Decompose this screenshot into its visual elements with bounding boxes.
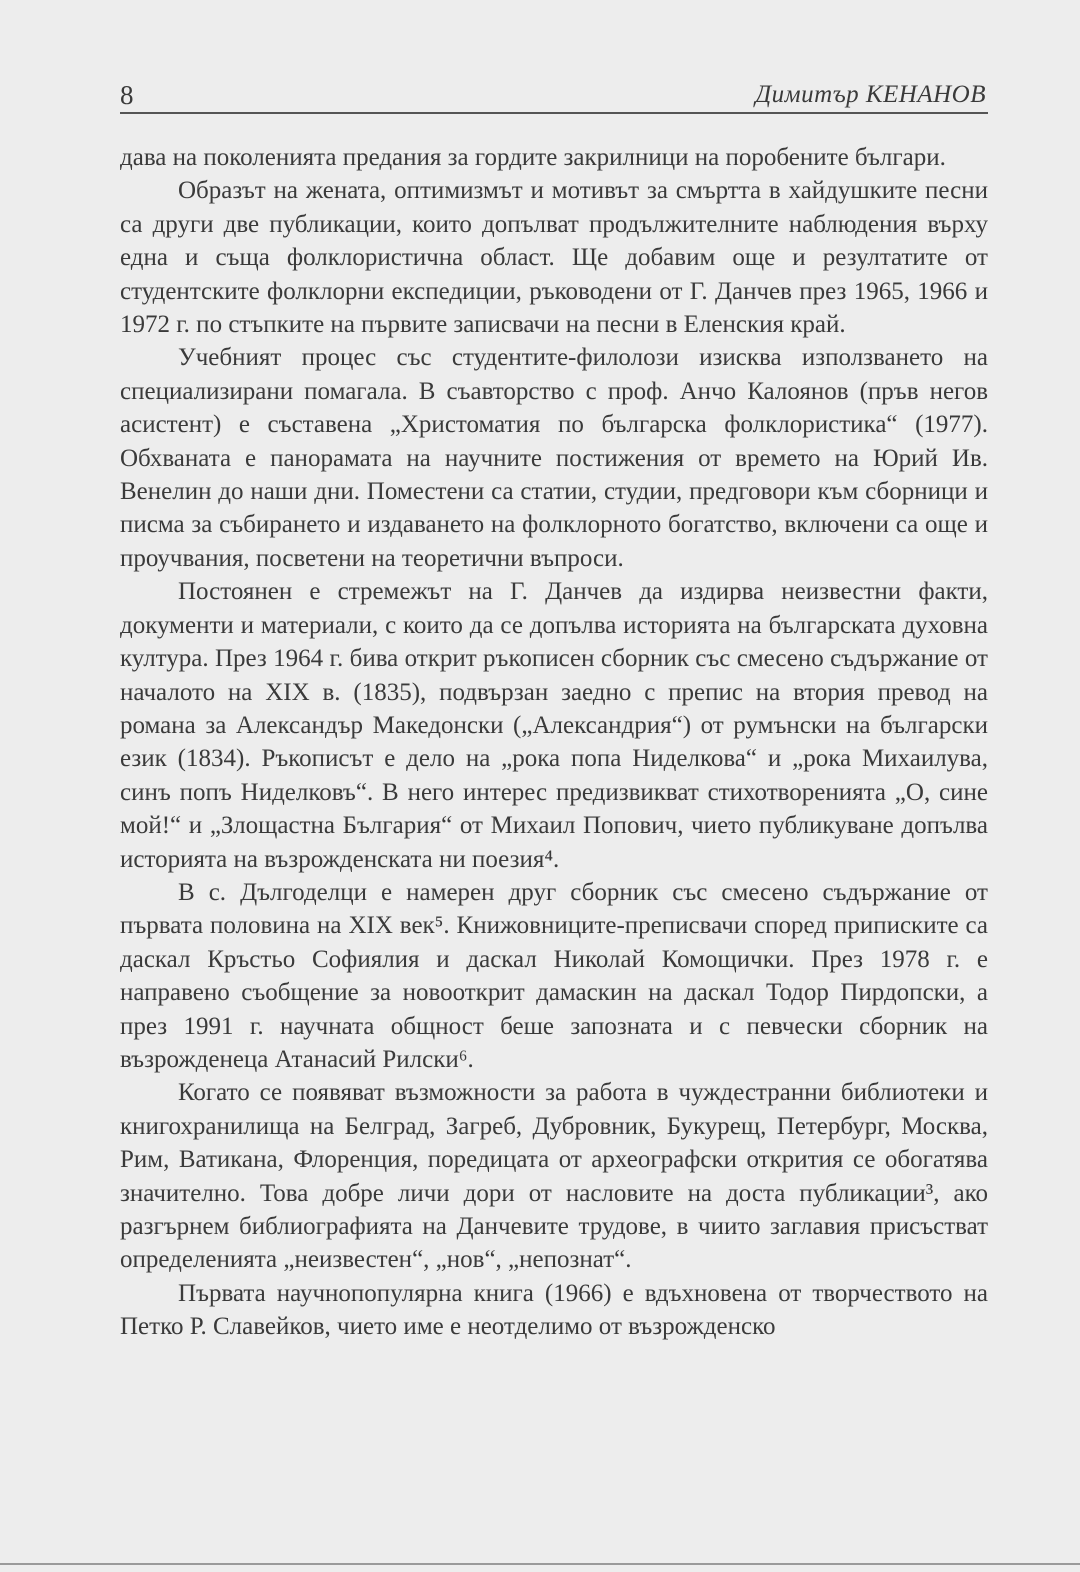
page-number: 8 <box>120 80 134 110</box>
page-header <box>120 78 988 114</box>
paragraph: В с. Дългоделци е намерен друг сборник със смесено съдържание от първата половина на XIX век⁵. Книжовниците-преписвачи според приписките са даскал Кръстьо Софиялия и даскал Николай Комощички. През 1978 г. е направено съобщение за новооткрит дамаскин на даскал Тодор Пирдопски, а през 1991 г. научната общност беше запозната и с певчески сборник на възрожденеца Атанасий Рилски⁶. <box>120 878 988 1073</box>
body-text <box>120 141 988 1344</box>
paragraph-continuation: дава на поколенията предания за гордите закрилници на поробените българи. <box>120 144 946 171</box>
paragraph: Учебният процес със студентите-филолози изисква използването на специализирани помагала. В съавторство с проф. Анчо Калоянов (пръв негов асистент) е съставена „Христоматия по българска фолклористика“ (1977). Обхваната е панорамата на научните постижения от времето на Юрий Ив. Венелин до наши дни. Поместени са статии, студии, предговори към сборници и писма за събирането и издаването на фолклорното богатство, включени са още и проучвания, посветени на теоретични въпроси. <box>120 344 988 572</box>
paragraph: Постоянен е стремежът на Г. Данчев да издирва неизвестни факти, документи и материали, с които да се допълва историята на българската духовна култура. През 1964 г. бива открит ръкописен сборник със смесено съдържание от началото на XIX в. (1835), подвързан заедно с препис на втория превод на романа за Александър Македонски („Александрия“) от румънски на български език (1834). Ръкописът е дело на „рока попа Ниделкова“ и „рока Михаилува, синъ попъ Ниделковъ“. В него интерес предизвикват стихотворенията „О, сине мой!“ и „Злощастна България“ от Михаил Попович, чието публикуване допълва историята на възрожденската ни поезия⁴. <box>120 578 988 873</box>
paragraph: Първата научнопопулярна книга (1966) е вдъхновена от творчеството на Петко Р. Славейков, чието име е неотделимо от възрожденско <box>120 1279 988 1341</box>
paragraph: Когато се появяват възможности за работа в чуждестранни библиотеки и книгохранилища на Белград, Загреб, Дубровник, Букурещ, Петербург, Москва, Рим, Ватикана, Флоренция, поредицата от археографски открития се обогатява значително. Това добре личи дори от насловите на доста публикации³, ако разгърнем библиографията на Данчевите трудове, в чиито заглавия присъстват определенията „неизвестен“, „нов“, „непознат“. <box>120 1079 988 1274</box>
running-head-author: Димитър КЕНАНОВ <box>755 81 986 108</box>
scan-edge-divider <box>0 1563 1080 1565</box>
paragraph: Образът на жената, оптимизмът и мотивът за смъртта в хайдушките песни са други две публикации, които допълват продължителните наблюдения върху една и съща фолклористична област. Ще добавим още и резултатите от студентските фолклорни експедиции, ръководени от Г. Данчев през 1965, 1966 и 1972 г. по стъпките на първите записвачи на песни в Еленския край. <box>120 177 988 339</box>
